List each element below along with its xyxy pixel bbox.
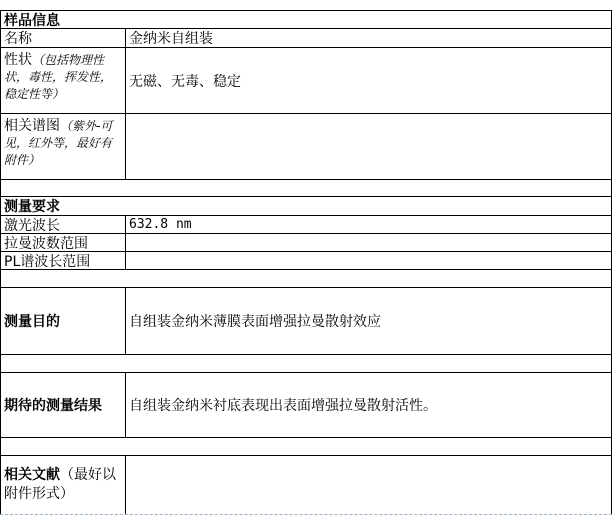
spectrum-value-cell[interactable] [126,114,611,179]
raman-value-cell[interactable] [126,234,611,251]
laser-row [0,216,612,234]
property-label-cell [1,48,125,113]
spectrum-label: 相关谱图 [4,118,60,134]
raman-row [0,234,612,252]
purpose-row [0,288,612,355]
property-value-cell[interactable]: 无磁、无毒、稳定 [129,73,241,90]
pl-row [0,252,612,270]
literature-label: 相关文献 [4,467,60,483]
property-note: （包括物理性状，毒性，挥发性，稳定性等） [4,53,113,101]
spacer-row [0,180,612,197]
name-value-cell[interactable]: 金纳米自组装 [129,31,213,47]
expected-label: 期待的测量结果 [4,398,102,414]
name-row [0,29,612,48]
measurement-header-row [0,197,612,216]
sample-info-header-row [0,10,612,29]
laser-label: 激光波长 [4,217,60,233]
spacer-row [0,438,612,456]
property-row [0,48,612,114]
spectrum-row [0,114,612,180]
pl-value-cell[interactable] [126,252,611,269]
purpose-label: 测量目的 [4,314,60,330]
literature-note: （最好以附件形式） [4,467,116,502]
expected-row [0,373,612,438]
measurement-section-title: 测量要求 [4,199,60,215]
spectrum-note: （紫外-可见，红外等，最好有附件） [4,119,113,167]
spacer-row [0,355,612,373]
property-label: 性状 [4,52,32,68]
spacer-row [0,270,612,288]
page-break-line [0,514,612,515]
sample-info-section-title: 样品信息 [4,12,60,28]
name-label: 名称 [4,31,32,47]
laser-value-cell[interactable]: 632.8 nm [129,217,192,232]
pl-label: PL谱波长范围 [4,253,91,269]
purpose-value-cell[interactable]: 自组装金纳米薄膜表面增强拉曼散射效应 [129,314,381,330]
raman-label: 拉曼波数范围 [4,235,88,251]
literature-row [0,456,612,514]
literature-label-cell [1,456,125,514]
literature-value-cell[interactable] [126,456,611,514]
spectrum-label-cell [1,114,125,179]
expected-value-cell[interactable]: 自组装金纳米衬底表现出表面增强拉曼散射活性。 [129,398,437,414]
